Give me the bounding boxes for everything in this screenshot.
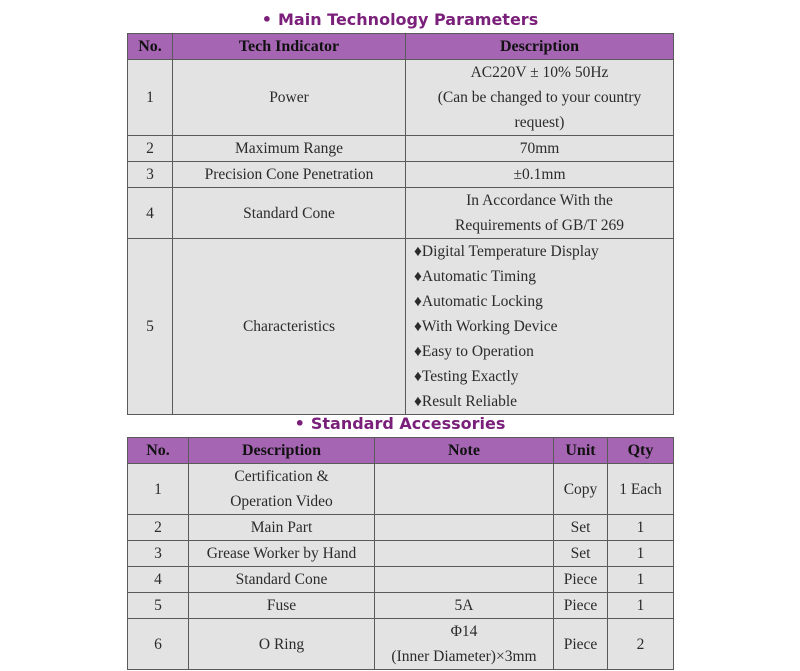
desc-line: Operation Video [230,493,333,510]
row-no: 3 [128,162,173,188]
row-no: 3 [128,541,189,567]
table-row [128,188,674,239]
row-description: Grease Worker by Hand [189,541,375,567]
row-description: Fuse [189,593,375,619]
note-line: (Inner Diameter)×3mm [391,648,537,665]
row-description: 70mm [406,136,674,162]
note-line: Φ14 [450,623,478,640]
table-row [128,515,674,541]
desc-line: AC220V ± 10% 50Hz [470,64,609,81]
row-indicator: Characteristics [173,239,406,415]
list-item: ♦Easy to Operation [414,343,534,360]
section-title-accessories [0,414,800,433]
table-row [128,567,674,593]
accessories-table [127,437,674,670]
row-indicator: Precision Cone Penetration [173,162,406,188]
header-qty: Qty [608,438,674,464]
row-description [189,464,375,515]
bullet-icon: • [294,414,305,433]
characteristics-list [406,239,674,415]
parameters-table [127,33,674,415]
header-note: Note [375,438,554,464]
row-unit: Piece [554,593,608,619]
row-no: 1 [128,60,173,136]
row-description: O Ring [189,619,375,670]
section-title-parameters [0,10,800,29]
desc-line: Requirements of GB/T 269 [455,217,624,234]
row-description: Main Part [189,515,375,541]
header-no: No. [128,34,173,60]
table-row [128,619,674,670]
row-qty: 1 Each [608,464,674,515]
row-unit: Piece [554,567,608,593]
row-qty: 2 [608,619,674,670]
row-no: 1 [128,464,189,515]
row-note [375,567,554,593]
list-item: ♦Digital Temperature Display [414,243,599,260]
row-no: 2 [128,136,173,162]
row-note: 5A [375,593,554,619]
row-no: 4 [128,188,173,239]
row-unit: Set [554,541,608,567]
table-row [128,60,674,136]
desc-line: Certification & [234,468,329,485]
list-item: ♦With Working Device [414,318,558,335]
list-item: ♦Testing Exactly [414,368,519,385]
table-row [128,239,674,415]
row-note [375,619,554,670]
section-title-text: Standard Accessories [310,414,506,433]
header-description: Description [406,34,674,60]
row-indicator: Standard Cone [173,188,406,239]
row-qty: 1 [608,567,674,593]
list-item: ♦Result Reliable [414,393,518,410]
header-no: No. [128,438,189,464]
row-no: 5 [128,593,189,619]
row-note [375,464,554,515]
table-row [128,541,674,567]
table-row [128,464,674,515]
table-row [128,162,674,188]
row-no: 6 [128,619,189,670]
list-item: ♦Automatic Locking [414,293,543,310]
row-unit: Piece [554,619,608,670]
row-description [406,188,674,239]
row-no: 4 [128,567,189,593]
row-description: ±0.1mm [406,162,674,188]
table-row [128,136,674,162]
table-row [128,593,674,619]
row-unit: Copy [554,464,608,515]
row-indicator: Maximum Range [173,136,406,162]
row-no: 5 [128,239,173,415]
desc-line: (Can be changed to your country [437,89,642,106]
list-item: ♦Automatic Timing [414,268,537,285]
row-unit: Set [554,515,608,541]
row-note [375,541,554,567]
section-title-text: Main Technology Parameters [278,10,539,29]
row-qty: 1 [608,593,674,619]
desc-line: In Accordance With the [466,192,613,209]
row-qty: 1 [608,541,674,567]
header-tech-indicator: Tech Indicator [173,34,406,60]
row-no: 2 [128,515,189,541]
row-description [406,60,674,136]
bullet-icon: • [261,10,272,29]
header-description: Description [189,438,375,464]
row-indicator: Power [173,60,406,136]
row-description: Standard Cone [189,567,375,593]
row-qty: 1 [608,515,674,541]
header-unit: Unit [554,438,608,464]
desc-line: request) [514,114,565,131]
row-note [375,515,554,541]
